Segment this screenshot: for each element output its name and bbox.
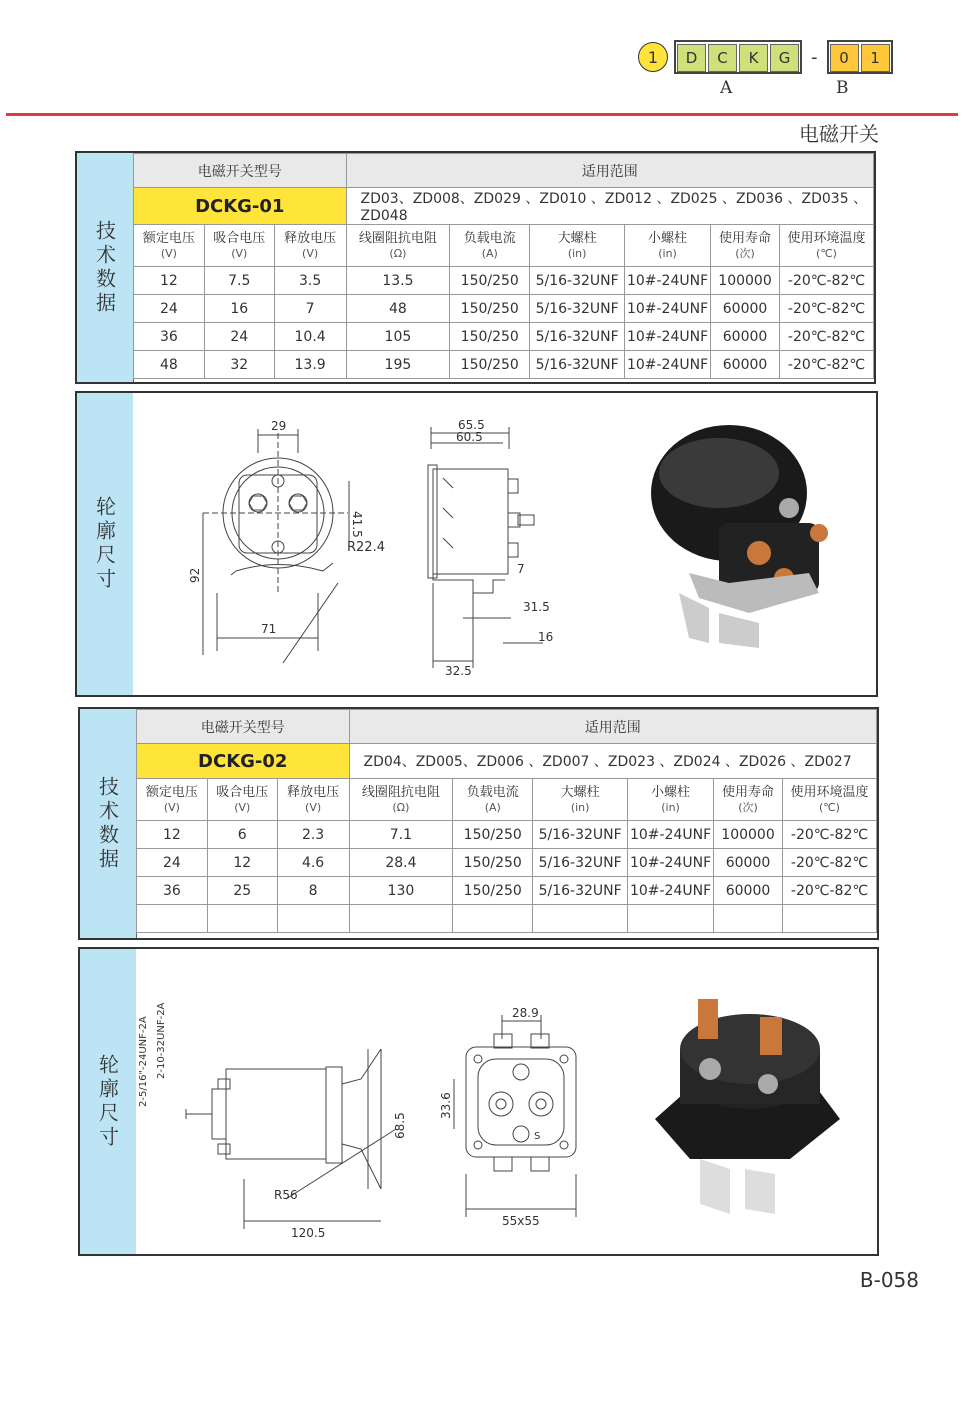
dim-label: 2-10-32UNF-2A	[156, 1002, 167, 1079]
table-row: 12 7.5 3.5 13.5 150/250 5/16-32UNF 10#-24UNF 100000 -20℃-82℃	[134, 267, 874, 295]
model-code	[638, 40, 893, 74]
code-part-a	[674, 40, 802, 74]
code-label-a: A	[720, 78, 733, 98]
dim-label: 120.5	[291, 1226, 326, 1240]
code-char: C	[708, 44, 737, 72]
dckg02-spec-table	[136, 709, 877, 933]
table-row-empty	[137, 905, 877, 933]
dim-label: 92	[188, 567, 202, 583]
tech-data-label: 技术数据	[80, 709, 137, 938]
apply-header: 适用范围	[346, 154, 873, 188]
dim-label: 65.5	[458, 418, 485, 432]
page-number: B-058	[859, 1268, 919, 1292]
model-header: 电磁开关型号	[134, 154, 347, 188]
table-row: 24 12 4.6 28.4 150/250 5/16-32UNF 10#-24UNF 60000 -20℃-82℃	[137, 849, 877, 877]
series-number: 1	[638, 42, 668, 72]
page-title: 电磁开关	[799, 122, 879, 146]
code-char: D	[677, 44, 706, 72]
dimension-drawing	[133, 393, 609, 695]
dim-label: 16	[538, 630, 554, 644]
dim-label: R22.4	[347, 540, 385, 555]
dim-label: 60.5	[456, 430, 483, 444]
solenoid-photo-icon	[609, 393, 876, 695]
dim-label: R56	[274, 1188, 298, 1202]
dckg02-drawing	[136, 949, 611, 1254]
table-row: 12 6 2.3 7.1 150/250 5/16-32UNF 10#-24UNF 100000 -20℃-82℃	[137, 821, 877, 849]
model-header: 电磁开关型号	[137, 710, 350, 744]
column-header-row: 额定电压 (V) 吸合电压 (V) 释放电压 (V) 线圈阻抗电阻 (Ω) 负载电流 (A) 大螺柱 (in) 小螺柱 (in) 使用寿命 (次) 使用环境温度 (℃)	[134, 225, 874, 267]
outline-label: 轮廓尺寸	[80, 949, 137, 1254]
table-row: 24 16 7 48 150/250 5/16-32UNF 10#-24UNF 60000 -20℃-82℃	[134, 295, 874, 323]
dim-label: 7	[517, 562, 525, 576]
apply-list: ZD04、ZD005、ZD006 、ZD007 、ZD023 、ZD024 、ZD026 、ZD027	[349, 744, 876, 779]
code-char: G	[770, 44, 799, 72]
dim-label: 29	[271, 419, 287, 433]
dckg02-outline-block	[78, 947, 879, 1256]
dim-label: 28.9	[512, 1006, 539, 1020]
dckg01-spec-block	[75, 151, 876, 384]
apply-list: ZD03、ZD008、ZD029 、ZD010 、ZD012 、ZD025 、ZD036 、ZD035 、ZD048	[346, 188, 873, 225]
dim-label: 31.5	[523, 600, 550, 614]
dim-label: 71	[261, 622, 277, 636]
dckg01-drawing	[133, 393, 610, 695]
outline-label: 轮廓尺寸	[77, 393, 134, 695]
dim-label: 32.5	[445, 664, 472, 678]
table-row: 48 32 13.9 195 150/250 5/16-32UNF 10#-24UNF 60000 -20℃-82℃	[134, 351, 874, 379]
dckg01-spec-table	[133, 153, 874, 379]
dckg01-outline-block	[75, 391, 878, 697]
table-row: 36 24 10.4 105 150/250 5/16-32UNF 10#-24UNF 60000 -20℃-82℃	[134, 323, 874, 351]
dim-label: 33.6	[439, 1092, 453, 1119]
dim-label: 41.5	[350, 511, 364, 538]
dckg02-spec-block	[78, 707, 879, 940]
dimension-drawing	[136, 949, 610, 1254]
dim-label: S	[534, 1131, 541, 1142]
dim-label: 68.5	[393, 1112, 407, 1139]
code-dash: -	[811, 46, 818, 68]
column-header-row: 额定电压 (V) 吸合电压 (V) 释放电压 (V) 线圈阻抗电阻 (Ω) 负载电流 (A) 大螺柱 (in) 小螺柱 (in) 使用寿命 (次) 使用环境温度 (℃)	[137, 779, 877, 821]
code-char: 0	[830, 44, 859, 72]
header-divider	[6, 113, 958, 116]
dim-label: 2-5/16"-24UNF-2A	[138, 1016, 149, 1107]
code-part-b	[827, 40, 893, 74]
table-row: 36 25 8 130 150/250 5/16-32UNF 10#-24UNF 60000 -20℃-82℃	[137, 877, 877, 905]
code-char: K	[739, 44, 768, 72]
dckg02-photo	[610, 949, 877, 1254]
tech-data-label: 技术数据	[77, 153, 134, 382]
solenoid-photo-icon	[610, 949, 877, 1254]
apply-header: 适用范围	[349, 710, 876, 744]
model-name: DCKG-02	[137, 744, 350, 779]
dim-label: 55x55	[502, 1214, 540, 1228]
code-label-b: B	[836, 78, 849, 98]
code-char: 1	[861, 44, 890, 72]
dckg01-photo	[609, 393, 876, 695]
model-name: DCKG-01	[134, 188, 347, 225]
